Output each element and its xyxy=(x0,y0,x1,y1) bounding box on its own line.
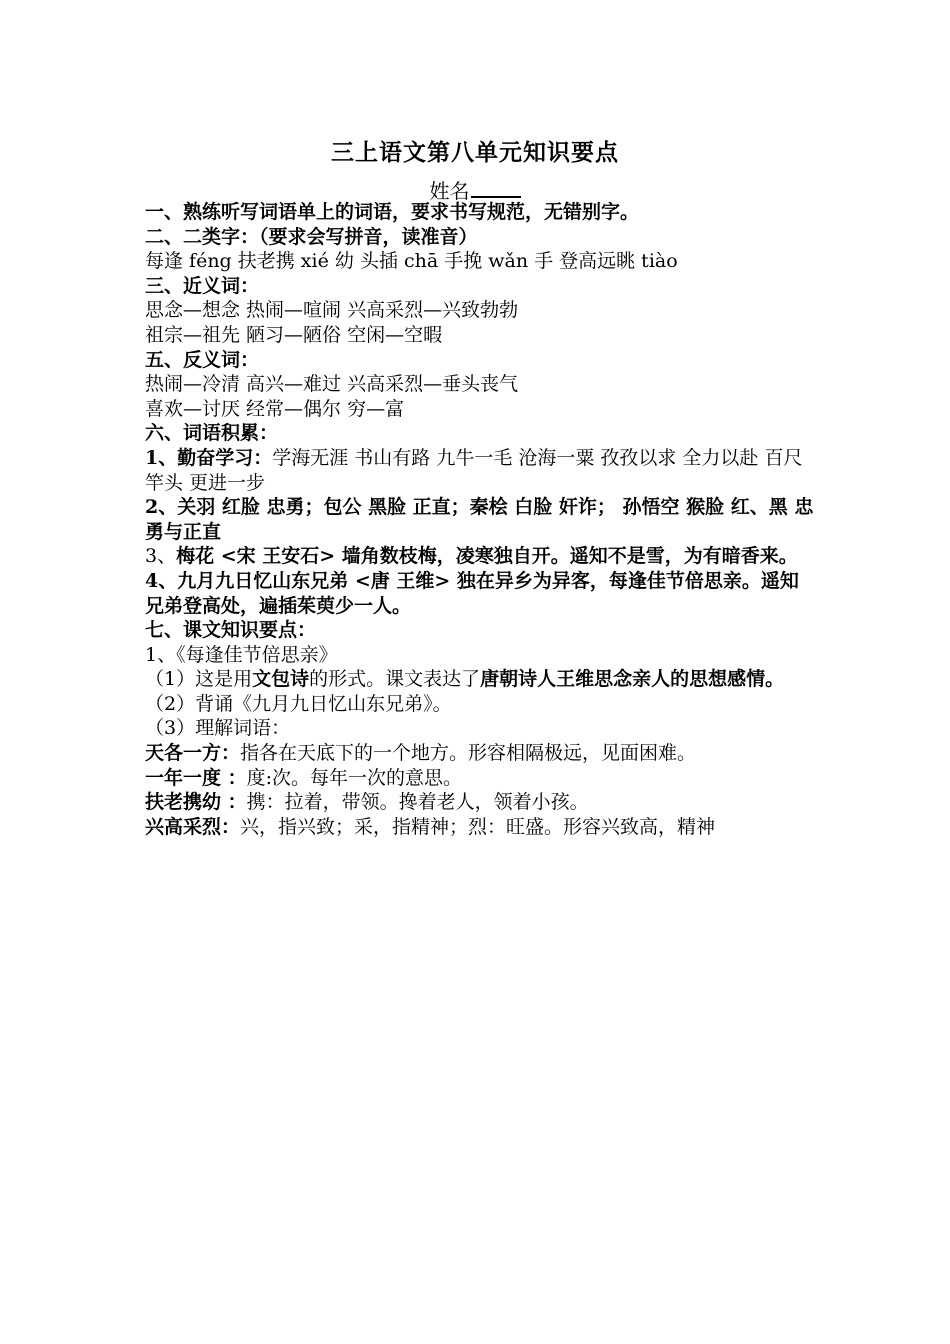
point-1-text-a: （1）这是用 xyxy=(145,668,253,691)
synonyms-line-1: 思念—想念 热闹—喧闹 兴高采烈—兴致勃勃 xyxy=(145,299,519,322)
word-definition-3: 携：拉着，带领。搀着老人，领着小孩。 xyxy=(246,791,589,814)
vocab-item-1 xyxy=(145,446,815,495)
antonyms-line-2: 喜欢—讨厌 经常—偶尔 穷—富 xyxy=(145,397,405,420)
vocab-item-1-text: 学海无涯 书山有路 九牛一毛 沧海一粟 孜孜以求 全力以赴 百尺竿头 更进一步 xyxy=(145,446,803,494)
word-term-2: 一年一度 ： xyxy=(145,766,247,789)
lesson-1-title: 1、《每逢佳节倍思亲》 xyxy=(145,643,338,666)
word-term-3: 扶老携幼 ： xyxy=(145,791,247,814)
word-def-1 xyxy=(145,741,815,766)
point-1-text-b: 文包诗 xyxy=(252,668,310,691)
section-7-heading: 七、课文知识要点： xyxy=(145,619,317,642)
word-definition-1: 指各在天底下的一个地方。形容相隔极远，见面困难。 xyxy=(240,742,697,765)
point-1-text-d: 唐朝诗人王维思念亲人的思想感情。 xyxy=(480,668,785,691)
name-label: 姓名 xyxy=(429,179,470,203)
section-5-heading: 五、反义词： xyxy=(145,348,260,371)
vocab-item-4: 4、九月九日忆山东兄弟 <唐 王维> 独在异乡为异客，每逢佳节倍思亲。遥知兄弟登高处，遍插茱萸少一人。 xyxy=(145,569,799,617)
section-3-heading: 三、近义词： xyxy=(145,274,260,297)
vocab-item-2: 2、关羽 红脸 忠勇；包公 黑脸 正直；秦桧 白脸 奸诈； 孙悟空 猴脸 红、黑 忠勇与正直 xyxy=(145,496,814,543)
word-def-2 xyxy=(145,766,815,791)
lesson-1-point-2: （2）背诵《九月九日忆山东兄弟》。 xyxy=(145,692,452,715)
lesson-1-point-1 xyxy=(145,667,815,692)
name-blank xyxy=(471,178,521,198)
section-2-heading: 二、二类字：（要求会写拼音，读准音） xyxy=(145,225,478,248)
section-1-heading: 一、熟练听写词语单上的词语，要求书写规范，无错别字。 xyxy=(145,201,640,223)
word-def-4 xyxy=(145,815,815,840)
word-definition-2: 度:次。每年一次的意思。 xyxy=(246,766,463,789)
point-1-text-c: 的形式。课文表达了 xyxy=(309,668,481,691)
vocab-item-3-number: 3、 xyxy=(145,545,177,568)
vocab-item-3-text: 梅花 <宋 王安石> 墙角数枝梅，凌寒独自开。遥知不是雪，为有暗香来。 xyxy=(176,545,798,568)
vocab-item-1-label: 1、勤奋学习： xyxy=(145,446,273,469)
word-def-3 xyxy=(145,790,815,815)
section-6-heading: 六、词语积累： xyxy=(145,422,279,445)
antonyms-line-1: 热闹—冷清 高兴—难过 兴高采烈—垂头丧气 xyxy=(145,373,519,396)
page-title: 三上语文第八单元知识要点 xyxy=(331,139,619,166)
lesson-1-point-3: （3）理解词语： xyxy=(145,717,291,740)
content-body xyxy=(145,200,815,839)
vocab-item-3 xyxy=(145,544,815,569)
word-definition-4: 兴，指兴致；采，指精神；烈：旺盛。形容兴致高，精神 xyxy=(240,815,716,838)
synonyms-line-2: 祖宗—祖先 陋习—陋俗 空闲—空暇 xyxy=(145,323,443,346)
word-term-1: 天各一方： xyxy=(145,742,241,765)
word-term-4: 兴高采烈： xyxy=(145,815,241,838)
section-2-content: 每逢 féng 扶老携 xié 幼 头插 chā 手挽 wǎn 手 登高远眺 tiào xyxy=(145,250,678,273)
